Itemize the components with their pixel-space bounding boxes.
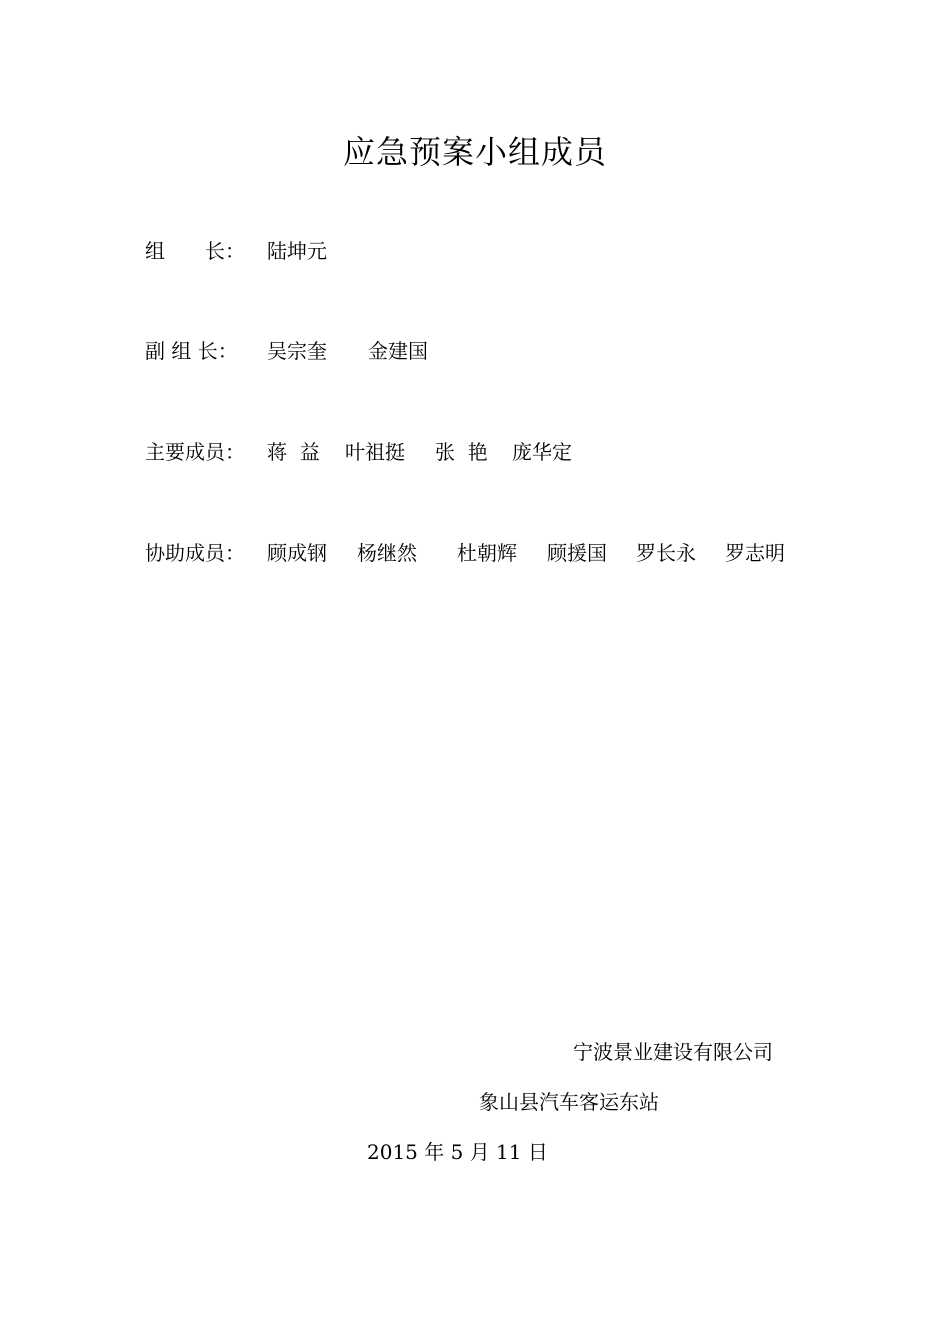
assist-member-name: 杜朝辉 — [457, 541, 517, 565]
assist-member-name: 罗志明 — [725, 541, 785, 565]
assist-members-label: 协助成员： — [145, 541, 245, 565]
main-member-name: 蒋 益 — [267, 440, 320, 464]
document-title: 应急预案小组成员 — [342, 133, 607, 171]
main-member-name: 叶祖挺 — [345, 440, 405, 464]
assist-member-name: 顾援国 — [547, 541, 607, 565]
footer-company: 宁波景业建设有限公司 — [573, 1040, 773, 1064]
deputy-leader-name: 金建国 — [368, 339, 428, 363]
leader-label: 组 长： — [145, 239, 245, 263]
main-member-name: 庞华定 — [512, 440, 572, 464]
footer-date: 2015 年 5 月 11 日 — [367, 1140, 548, 1164]
assist-member-name: 杨继然 — [357, 541, 417, 565]
assist-member-name: 顾成钢 — [267, 541, 327, 565]
leader-name: 陆坤元 — [267, 239, 327, 263]
deputy-leader-label: 副 组 长： — [145, 339, 238, 363]
deputy-leader-name: 吴宗奎 — [267, 339, 327, 363]
main-member-name: 张 艳 — [435, 440, 488, 464]
main-members-label: 主要成员： — [145, 440, 245, 464]
footer-station: 象山县汽车客运东站 — [479, 1090, 659, 1114]
assist-member-name: 罗长永 — [636, 541, 696, 565]
